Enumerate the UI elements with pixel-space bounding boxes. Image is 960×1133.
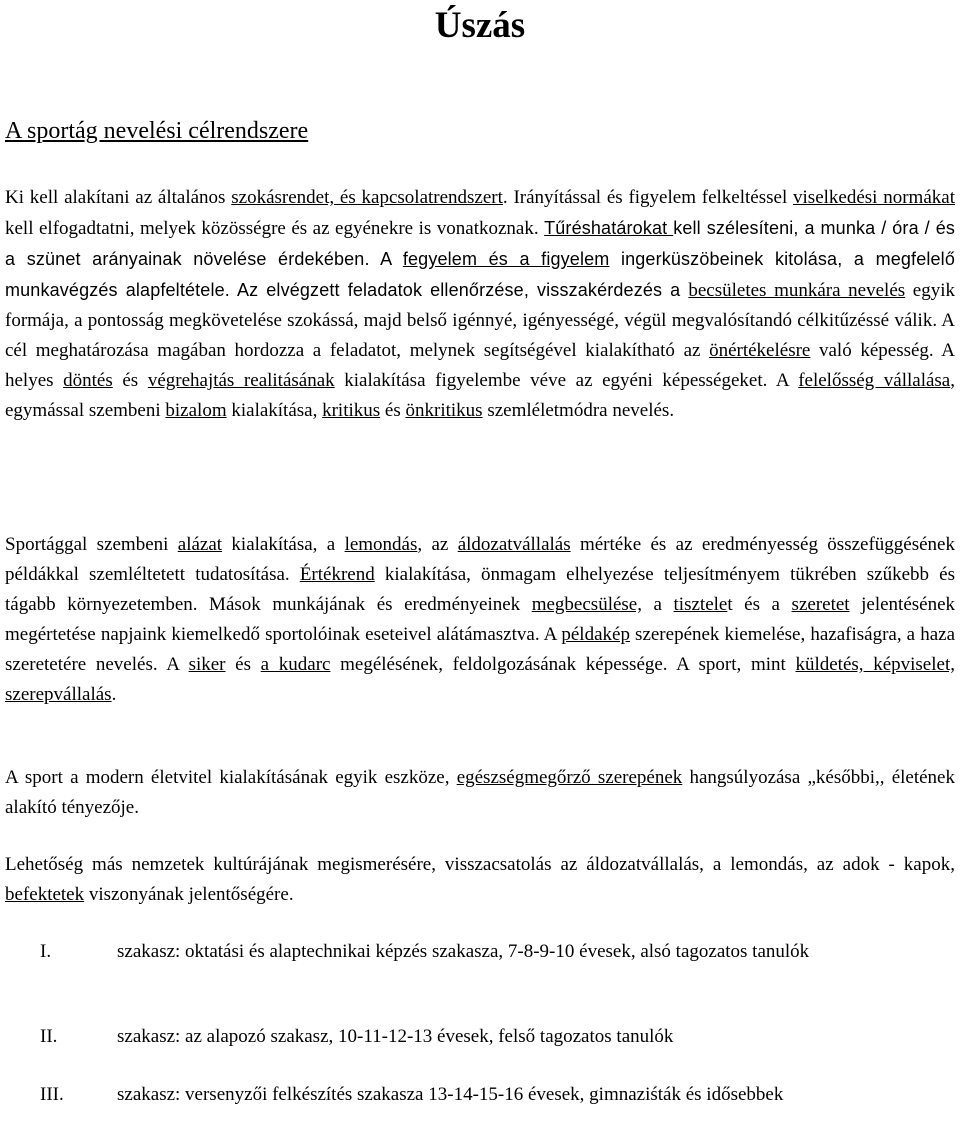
underlined-term: döntés: [63, 370, 113, 391]
page-title: Úszás: [434, 5, 526, 46]
text-run: Lehetőség más nemzetek kultúrájának megismerésére, visszacsatolás az áldozatvállalás, a lemondás, az adok - kapok,: [5, 854, 955, 875]
underlined-term: fegyelem és a figyelem: [402, 249, 610, 269]
text-run: mértéke és az eredményesség összefüggésének példákkal szemléltetett tudatosítása.: [5, 534, 955, 585]
underlined-term: siker: [188, 654, 226, 675]
underlined-term: Értékrend: [299, 564, 375, 585]
underlined-term: a kudarc: [260, 654, 331, 675]
underlined-term: bizalom: [165, 400, 227, 421]
underlined-term: becsületes munkára nevelés: [688, 280, 906, 301]
text-run: és: [380, 400, 406, 421]
text-run: Sportággal szembeni: [5, 534, 178, 555]
text-run: , az: [417, 534, 458, 555]
text-run: .: [111, 684, 117, 705]
list-text: szakasz: az alapozó szakasz, 10-11-12-13 évesek, felső tagozatos tanulók: [117, 1026, 674, 1047]
text-run: jelentésének megértetése napjaink kiemelkedő sportolóinak eseteivel alátámasztva. A: [5, 594, 956, 645]
text-run: , egymással szembeni: [5, 370, 955, 421]
underlined-term: szeretet: [791, 594, 850, 615]
paragraph-3: [5, 763, 955, 823]
underlined-term: küldetés, képviselet, szerepvállalás: [5, 654, 955, 705]
list-number: II.: [40, 1026, 58, 1047]
underlined-term: önkritikus: [405, 400, 483, 421]
text-run: a: [641, 594, 674, 615]
text-run: Ki kell alakítani az általános: [5, 187, 232, 208]
text-run: . Irányítással és figyelem felkeltéssel: [502, 187, 794, 208]
text-run: kialakítása, önmagam elhelyezése teljesítményem tükrében szűkebb és tágabb környezetemben. Mások munkájának és eredményeinek: [5, 564, 955, 615]
underlined-term: alázat: [177, 534, 223, 555]
text-run: szemléletmódra nevelés.: [482, 400, 675, 421]
paragraph-4: [5, 850, 955, 910]
underlined-term: áldozatvállalás: [457, 534, 571, 555]
list-text: szakasz: oktatási és alaptechnikai képzés szakasza, 7-8-9-10 évesek, alsó tagozatos tanulók: [117, 941, 810, 962]
underlined-term: Tűréshatárokat: [544, 218, 674, 238]
text-run: kell szélesíteni, a munka / óra / és a szünet arányainak növelése érdekében. A: [5, 218, 956, 269]
underlined-term: megbecsülése,: [531, 594, 642, 615]
paragraph-2: [5, 530, 955, 710]
underlined-term: önértékelésre: [709, 340, 811, 361]
text-run: t és a: [727, 594, 792, 615]
underlined-term: végrehajtás realitásának: [147, 370, 335, 391]
text-run: szerepének kiemelése, hazafiságra, a haza szeretetére nevelés. A: [5, 624, 955, 675]
list-number: I.: [40, 941, 52, 962]
underlined-term: tisztele: [673, 594, 728, 615]
text-run: kell elfogadtatni, melyek közösségre és az egyénekre is vonatkoznak.: [5, 218, 545, 239]
text-run: és: [112, 370, 148, 391]
underlined-term: befektetek: [5, 884, 85, 905]
text-run: megélésének, feldolgozásának képessége. A sport, mint: [330, 654, 796, 675]
underlined-term: lemondás: [344, 534, 418, 555]
text-run: A sport a modern életvitel kialakításának egyik eszköze,: [5, 767, 457, 788]
text-run: való képesség. A helyes: [5, 340, 955, 391]
paragraph-1: [5, 183, 955, 426]
underlined-term: példakép: [561, 624, 630, 645]
text-run: ingerküszöbeinek kitolása, a megfelelő munkavégzés alapfeltétele. Az elvégzett feladatok ellenőrzése, visszakérdezés a: [5, 249, 955, 300]
text-run: hangsúlyozása „későbbi,, életének alakító tényezője.: [5, 767, 955, 818]
underlined-term: kritikus: [322, 400, 381, 421]
underlined-term: egészségmegőrző szerepének: [456, 767, 683, 788]
text-run: kialakítása figyelembe véve az egyéni képességeket. A: [334, 370, 799, 391]
underlined-term: viselkedési normákat: [793, 187, 955, 208]
text-run: kialakítása,: [226, 400, 323, 421]
text-run: egyik formája, a pontosság megkövetelése szokássá, majd belső igénnyé, igényességé, végül megvalósítandó célkitűzéssé válik. A cél meghatározása magában hordozza a feladatot, melynek segítségével kialakítható az: [5, 280, 955, 361]
section-heading: A sportág nevelési célrendszere: [5, 118, 309, 144]
underlined-term: felelősség vállalása: [798, 370, 951, 391]
list-number: III.: [40, 1084, 64, 1105]
text-run: kialakítása, a: [222, 534, 345, 555]
text-run: viszonyának jelentőségére.: [84, 884, 294, 905]
list-text: szakasz: versenyzői felkészítés szakasza 13-14-15-16 évesek, gimnaziśták és idősebbek: [117, 1084, 784, 1105]
text-run: és: [225, 654, 261, 675]
underlined-term: szokásrendet, és kapcsolatrendszert: [231, 187, 503, 208]
